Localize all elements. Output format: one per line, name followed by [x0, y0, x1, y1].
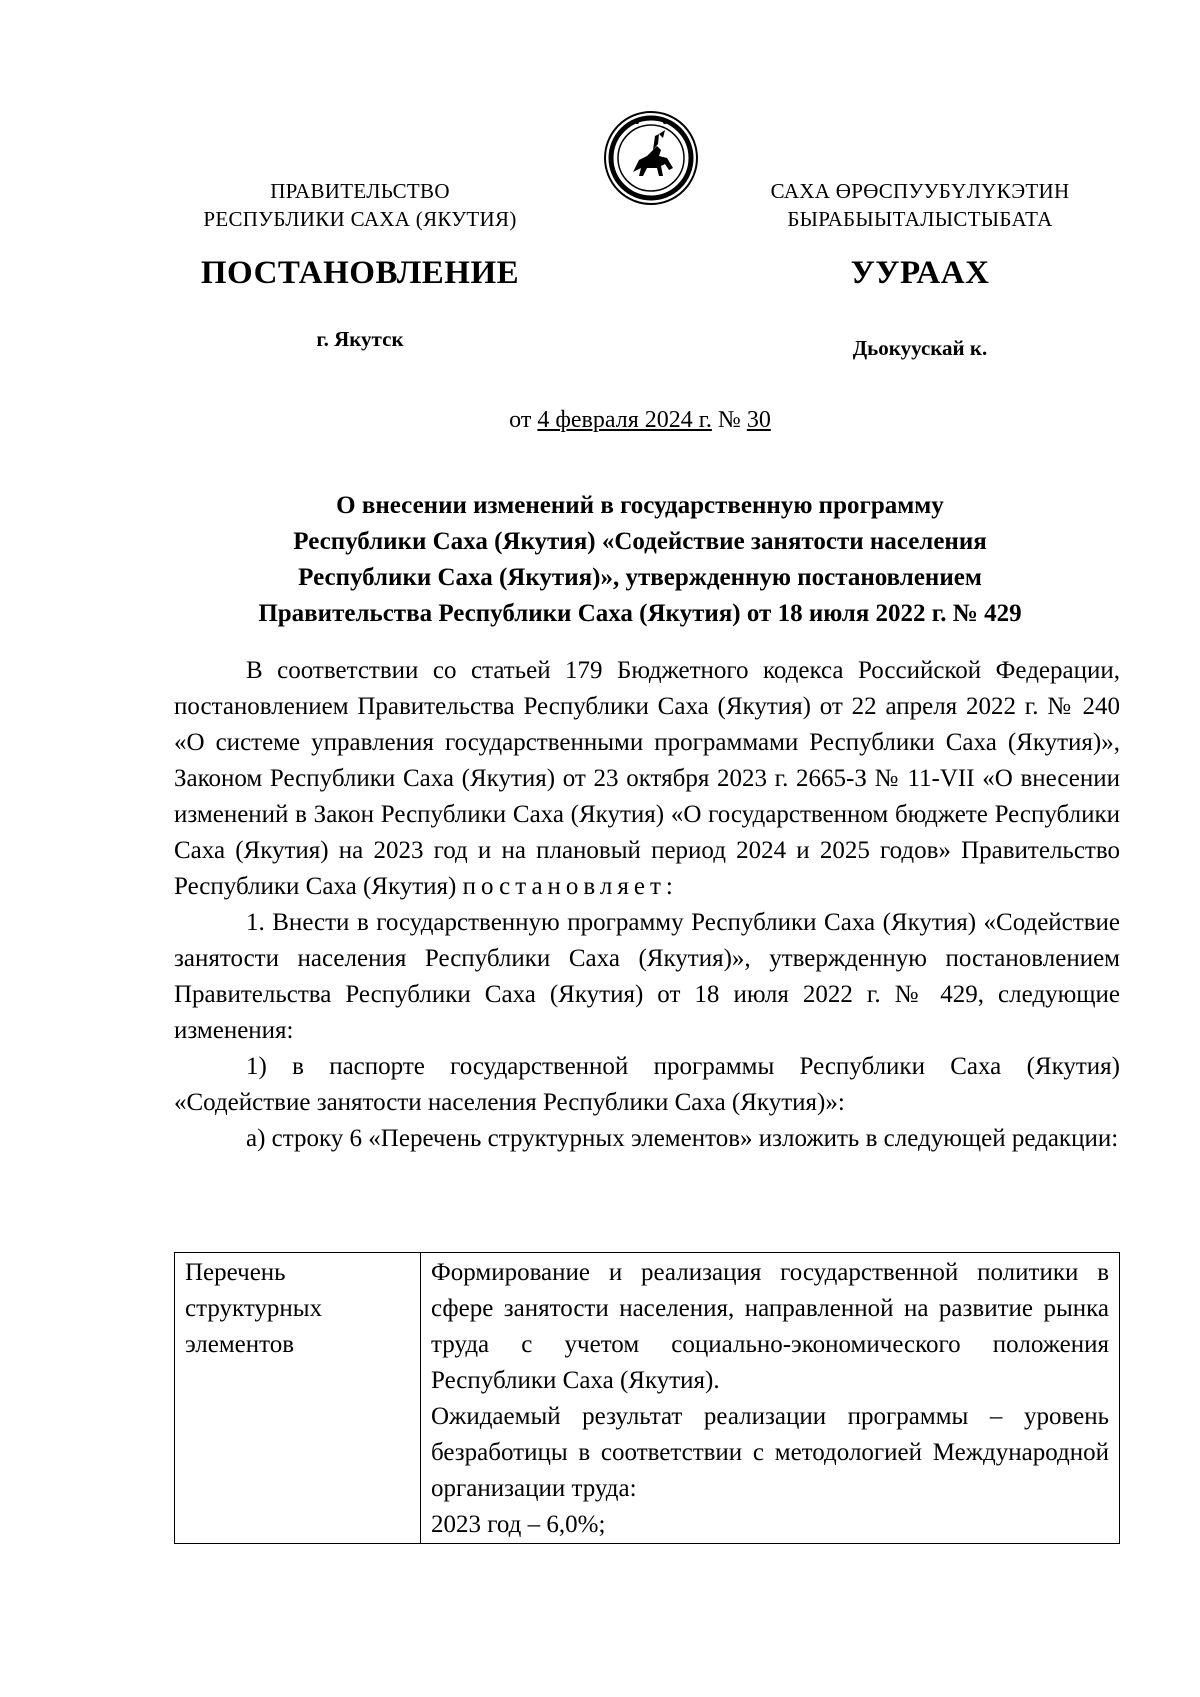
table-text-1: Формирование и реализация государственной политики в сфере занятости населения, направленной на развитие рынка труда с учетом социально-экономического положения Республики Саха (Якутия).: [431, 1259, 1109, 1394]
city-sakha: Дьокуускай к.: [852, 336, 988, 360]
table-row: [175, 1253, 1120, 1544]
government-name-russian: [160, 177, 560, 233]
document-date: 4 февраля 2024 г.: [537, 407, 712, 433]
title-line: Республики Саха (Якутия)», утвержденную постановлением: [298, 564, 982, 591]
title-line: Республики Саха (Якутия) «Содействие занятости населения: [293, 528, 987, 555]
table-label-cell: Перечень структурных элементов: [175, 1253, 421, 1544]
number-sign: №: [717, 407, 741, 433]
preamble-paragraph: [174, 653, 1120, 905]
table-text-2: Ожидаемый результат реализации программы – уровень безработицы в соответствии с методологией Международной организации труда:: [431, 1403, 1109, 1502]
table-text-3: 2023 год – 6,0%;: [431, 1511, 606, 1538]
document-date-line: [160, 407, 1120, 434]
subitem-a-paragraph: а) строку 6 «Перечень структурных элементов» изложить в следующей редакции:: [246, 1125, 1119, 1152]
gov-ru-line2: РЕСПУБЛИКИ САХА (ЯКУТИЯ): [203, 207, 517, 231]
gov-sakha-line2: БЫРАБЫЫТАЛЫСТЫБАТА: [787, 207, 1053, 231]
coat-of-arms-icon: [603, 110, 699, 206]
item-1-paragraph: 1. Внести в государственную программу Республики Саха (Якутия) «Содействие занятости населения Республики Саха (Якутия)», утвержденную постановлением Правительства Республики Саха (Якутия) от 18 июля 2022 г. № 429, следующие изменения:: [174, 909, 1120, 1044]
government-name-sakha: [720, 177, 1120, 233]
gov-ru-line1: ПРАВИТЕЛЬСТВО: [270, 179, 450, 203]
doc-type-russian: ПОСТАНОВЛЕНИЕ: [200, 255, 520, 291]
title-line: Правительства Республики Саха (Якутия) от 18 июля 2022 г. № 429: [258, 600, 1022, 627]
document-title: [175, 488, 1105, 632]
resolves-word: постановляет:: [462, 873, 678, 900]
passport-table: [174, 1252, 1120, 1544]
document-body: [174, 653, 1120, 1157]
preamble-text: В соответствии со статьей 179 Бюджетного кодекса Российской Федерации, постановлением Правительства Республики Саха (Якутия) от 22 апреля 2022 г. № 240 «О системе управления государственными программами Республики Саха (Якутия)», Законом Республики Саха (Якутия) от 23 октября 2023 г. 2665-З № 11-VII «О внесении изменений в Закон Республики Саха (Якутия) «О государственном бюджете Республики Саха (Якутия) на 2023 год и на плановый период 2024 и 2025 годов» Правительство Республики Саха (Якутия): [174, 657, 1120, 900]
document-number: 30: [746, 407, 771, 433]
subitem-1-paragraph: 1) в паспорте государственной программы Республики Саха (Якутия) «Содействие занятости населения Республики Саха (Якутия)»:: [174, 1053, 1120, 1116]
gov-sakha-line1: САХА ӨРӨСПУУБҮЛҮКЭТИН: [770, 179, 1070, 203]
title-line: О внесении изменений в государственную программу: [336, 492, 944, 519]
table-content-cell: [421, 1253, 1120, 1544]
doc-type-sakha: УУРААХ: [850, 255, 990, 291]
city-russian: г. Якутск: [316, 327, 404, 351]
date-prefix: от: [509, 407, 532, 433]
